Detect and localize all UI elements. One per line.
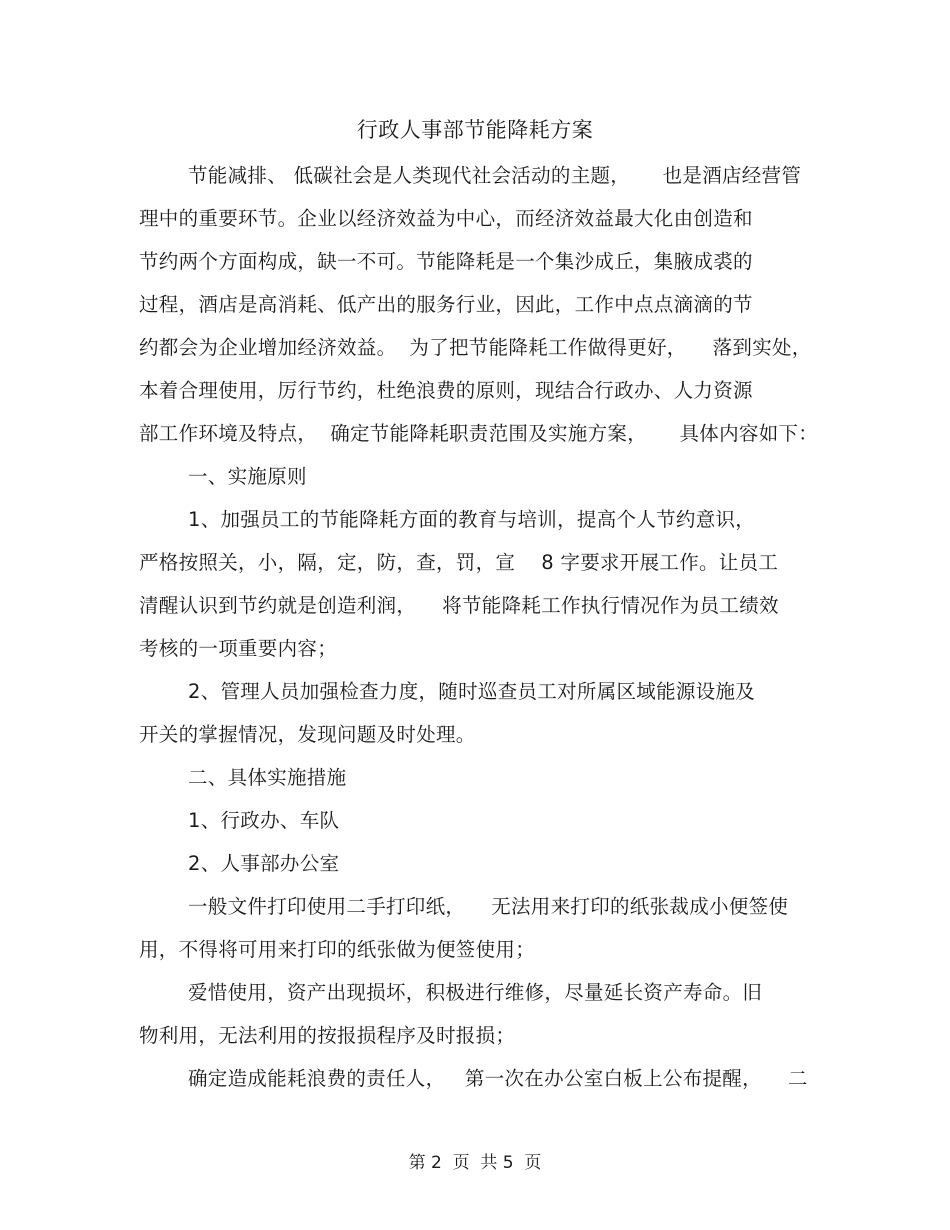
paragraph-line: 确定造成能耗浪费的责任人， 第一次在办公室白板上公布提醒， 二 (188, 1067, 808, 1090)
paragraph-line: 物利用，无法利用的按报损程序及时报损； (139, 1024, 516, 1047)
paragraph-line: 本着合理使用，厉行节约，杜绝浪费的原则，现结合行政办、人力资源 (139, 379, 753, 402)
paragraph-line: 部工作环境及特点， 确定节能降耗职责范围及实施方案， 具体内容如下： (139, 422, 819, 445)
subsection-heading: 2、人事部办公室 (188, 852, 340, 875)
paragraph-line: 爱惜使用，资产出现损坏，积极进行维修，尽量延长资产寿命。旧 (188, 981, 763, 1004)
paragraph-line: 节约两个方面构成，缺一不可。节能降耗是一个集沙成丘，集腋成裘的 (139, 250, 753, 273)
subsection-heading: 1、行政办、车队 (188, 809, 340, 832)
paragraph-line: 过程，酒店是高消耗、低产出的服务行业，因此，工作中点点滴滴的节 (139, 293, 753, 316)
paragraph-line: 用，不得将可用来打印的纸张做为便签使用； (139, 938, 536, 961)
page-number-footer: 第 2 页 共 5 页 (408, 1153, 542, 1173)
paragraph-line: 理中的重要环节。企业以经济效益为中心，而经济效益最大化由创造和 (139, 207, 753, 230)
paragraph-line: 2、管理人员加强检查力度，随时巡查员工对所属区域能源设施及 (188, 680, 756, 703)
paragraph-line: 1、加强员工的节能降耗方面的教育与培训，提高个人节约意识， (188, 508, 756, 531)
paragraph-line: 约都会为企业增加经济效益。 为了把节能降耗工作做得更好， 落到实处， (139, 336, 812, 359)
paragraph-line: 一般文件打印使用二手打印纸， 无法用来打印的纸张裁成小便签使 (188, 895, 789, 918)
section-heading: 二、具体实施措施 (188, 766, 347, 789)
paragraph-line: 严格按照关，小，隔，定，防，查，罚，宣 8 字要求开展工作。让员工 (139, 551, 779, 574)
section-heading: 一、实施原则 (188, 465, 307, 488)
document-title: 行政人事部节能降耗方案 (356, 118, 594, 142)
paragraph-line: 节能减排、 低碳社会是人类现代社会活动的主题， 也是酒店经营管 (188, 164, 802, 187)
paragraph-line: 开关的掌握情况，发现问题及时处理。 (139, 723, 476, 746)
paragraph-line: 清醒认识到节约就是创造利润， 将节能降耗工作执行情况作为员工绩效 (139, 594, 779, 617)
paragraph-line: 考核的一项重要内容； (139, 637, 338, 660)
